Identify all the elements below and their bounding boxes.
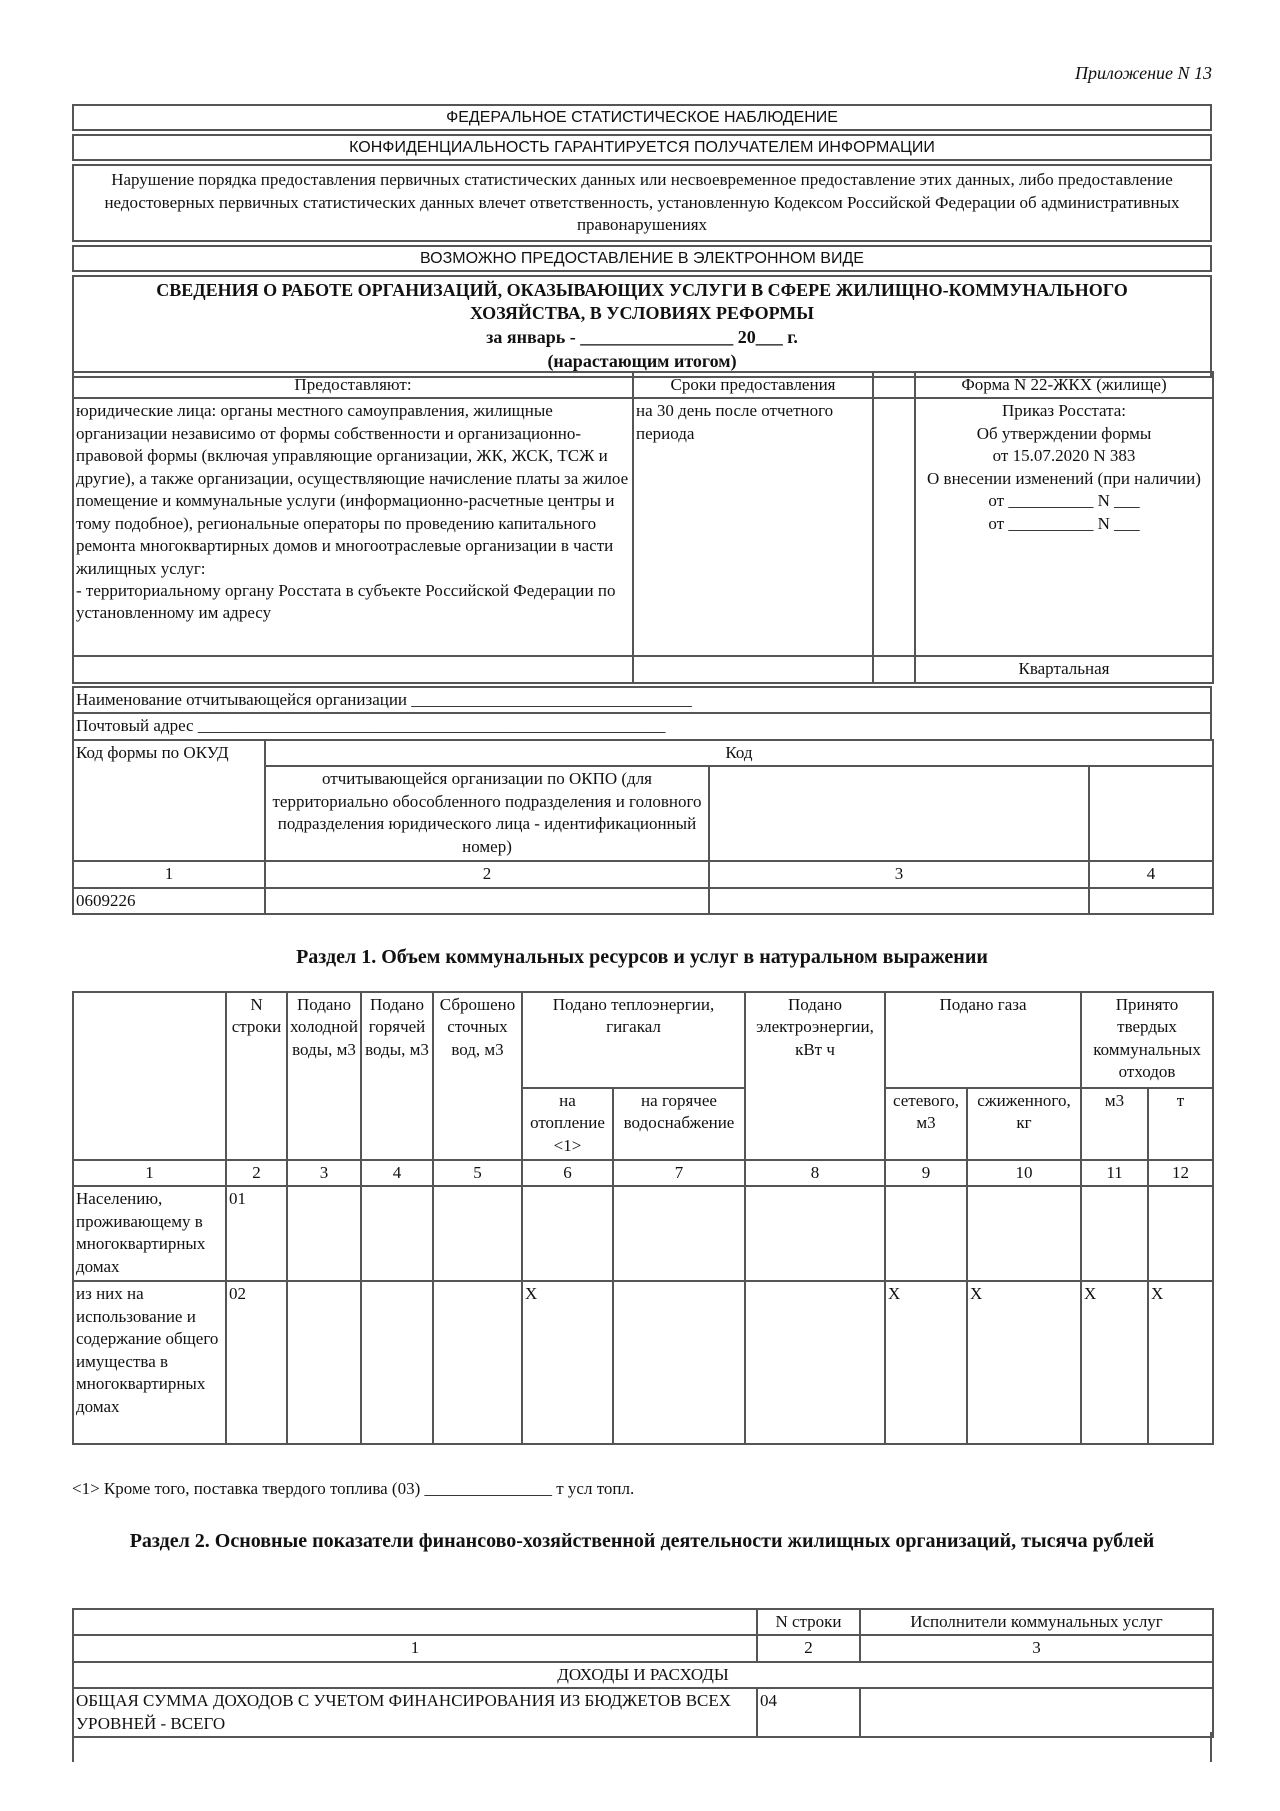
- code-input[interactable]: [1089, 888, 1213, 914]
- confidentiality-note: КОНФИДЕНЦИАЛЬНОСТЬ ГАРАНТИРУЕТСЯ ПОЛУЧАТЕЛЕМ ИНФОРМАЦИИ: [73, 135, 1211, 160]
- report-period: за январь - _________________ 20___ г.: [486, 327, 798, 348]
- heat-heating-header: на отопление <1>: [522, 1088, 613, 1160]
- code-label: Код: [265, 740, 1213, 766]
- waste-water-header: Сброшено сточных вод, м3: [433, 992, 522, 1160]
- cold-water-header: Подано холодной воды, м3: [287, 992, 361, 1160]
- okud-label: Код формы по ОКУД: [73, 740, 265, 861]
- section2-title: Раздел 2. Основные показатели финансово-хозяйственной деятельности жилищных организаций, тысяча рублей: [129, 1530, 1155, 1552]
- income-expense-group: ДОХОДЫ И РАСХОДЫ: [73, 1662, 1213, 1688]
- col-number: 4: [361, 1160, 433, 1186]
- form-title-block: [72, 275, 1212, 378]
- federal-observation: ФЕДЕРАЛЬНОЕ СТАТИСТИЧЕСКОЕ НАБЛЮДЕНИЕ: [73, 105, 1211, 130]
- n-row-header: N строки: [757, 1609, 860, 1635]
- electronic-note: ВОЗМОЖНО ПРЕДОСТАВЛЕНИЕ В ЭЛЕКТРОННОМ ВИДЕ: [73, 246, 1211, 271]
- row-label: из них на использование и содержание общего имущества в многоквартирных домах: [73, 1281, 226, 1444]
- form-number: Форма N 22-ЖКХ (жилище): [915, 372, 1213, 398]
- data-cell[interactable]: [361, 1186, 433, 1281]
- data-cell[interactable]: [287, 1281, 361, 1444]
- org-name-field[interactable]: Наименование отчитывающейся организации _________________________________: [73, 687, 1211, 713]
- table-row: [73, 1281, 1213, 1444]
- who-header: Предоставляют:: [73, 372, 633, 398]
- data-cell: X: [967, 1281, 1081, 1444]
- solid-waste-header: Принято твердых коммунальных отходов: [1081, 992, 1213, 1088]
- data-cell[interactable]: [613, 1281, 745, 1444]
- data-cell[interactable]: [287, 1186, 361, 1281]
- heat-hotwater-header: на горячее водоснабжение: [613, 1088, 745, 1160]
- section1-table: [72, 991, 1212, 1445]
- col-number: 3: [287, 1160, 361, 1186]
- heat-header: Подано теплоэнергии, гигакал: [522, 992, 745, 1088]
- form-title: СВЕДЕНИЯ О РАБОТЕ ОРГАНИЗАЦИЙ, ОКАЗЫВАЮЩИХ УСЛУГИ В СФЕРЕ ЖИЛИЩНО-КОММУНАЛЬНОГО ХОЗЯЙСТВА, В УСЛОВИЯХ РЕФОРМЫ: [156, 279, 1128, 324]
- data-cell[interactable]: [745, 1186, 885, 1281]
- continued-table-frame: [72, 1732, 1212, 1762]
- hot-water-header: Подано горячей воды, м3: [361, 992, 433, 1160]
- data-cell: X: [522, 1281, 613, 1444]
- section2-table: [72, 1608, 1212, 1738]
- row-code: 02: [226, 1281, 287, 1444]
- data-cell[interactable]: [522, 1186, 613, 1281]
- waste-m3-header: м3: [1081, 1088, 1148, 1160]
- table-row: [73, 1688, 1213, 1737]
- waste-t-header: т: [1148, 1088, 1213, 1160]
- data-cell[interactable]: [613, 1186, 745, 1281]
- col-number: 9: [885, 1160, 967, 1186]
- periodicity: Квартальная: [915, 656, 1213, 682]
- col-number: 10: [967, 1160, 1081, 1186]
- code-extra-cell[interactable]: [1089, 766, 1213, 861]
- col-number: 6: [522, 1160, 613, 1186]
- executors-header: Исполнители коммунальных услуг: [860, 1609, 1213, 1635]
- footnote: <1> Кроме того, поставка твердого топлива (03) _______________ т усл топл.: [72, 1479, 635, 1498]
- col-number: 1: [73, 1160, 226, 1186]
- data-cell[interactable]: [1081, 1186, 1148, 1281]
- col-number: 2: [226, 1160, 287, 1186]
- data-cell[interactable]: [860, 1688, 1213, 1737]
- code-input[interactable]: [709, 888, 1089, 914]
- deadline-header: Сроки предоставления: [633, 372, 873, 398]
- table-row: [73, 1186, 1213, 1281]
- data-cell: X: [1081, 1281, 1148, 1444]
- data-cell[interactable]: [1148, 1186, 1213, 1281]
- data-cell: X: [1148, 1281, 1213, 1444]
- col-number: 7: [613, 1160, 745, 1186]
- col-number: 12: [1148, 1160, 1213, 1186]
- col-number: 2: [265, 861, 709, 887]
- appendix-label: Приложение N 13: [1074, 63, 1212, 83]
- row-code: 01: [226, 1186, 287, 1281]
- col-number: 3: [709, 861, 1089, 887]
- data-cell[interactable]: [967, 1186, 1081, 1281]
- organization-table: [72, 686, 1212, 915]
- col-number: 3: [860, 1635, 1213, 1661]
- postal-address-field[interactable]: Почтовый адрес _______________________________________________________: [73, 713, 1211, 739]
- order-text: Приказ Росстата: Об утверждении формы от 15.07.2020 N 383 О внесении изменений (при наличии) от __________ N ___ от __________ N ___: [915, 398, 1213, 656]
- electricity-header: Подано электроэнергии, кВт ч: [745, 992, 885, 1160]
- row-code: 04: [757, 1688, 860, 1737]
- section1-title: Раздел 1. Объем коммунальных ресурсов и услуг в натуральном выражении: [296, 946, 988, 968]
- n-row-header: N строки: [226, 992, 287, 1160]
- data-cell[interactable]: [433, 1186, 522, 1281]
- col-number: 1: [73, 1635, 757, 1661]
- gas-network-header: сетевого, м3: [885, 1088, 967, 1160]
- okud-code: 0609226: [73, 888, 265, 914]
- data-cell: X: [885, 1281, 967, 1444]
- okpo-value-cell[interactable]: [709, 766, 1089, 861]
- data-cell[interactable]: [885, 1186, 967, 1281]
- col-number: 1: [73, 861, 265, 887]
- okpo-input[interactable]: [265, 888, 709, 914]
- col-number: 8: [745, 1160, 885, 1186]
- data-cell[interactable]: [745, 1281, 885, 1444]
- col-number: 11: [1081, 1160, 1148, 1186]
- row-label: Населению, проживающему в многоквартирных домах: [73, 1186, 226, 1281]
- violation-note: Нарушение порядка предоставления первичных статистических данных или несвоевременное предоставление этих данных, либо предоставление недостоверных первичных статистических данных влечет ответственность, установленную Кодексом Российской Федерации об административных правонарушениях: [73, 165, 1211, 240]
- col-number: 2: [757, 1635, 860, 1661]
- gas-liquid-header: сжиженного, кг: [967, 1088, 1081, 1160]
- who-text: юридические лица: органы местного самоуправления, жилищные организации независимо от формы собственности и организационно-правовой формы (включая управляющие организации, ЖК, ЖСК, ТСЖ и другие), а также организации, осуществляющие начисление платы за жилое помещение и коммунальные услуги (информационно-расчетные центры и тому подобное), региональные операторы по проведению капитального ремонта многоквартирных домов и многоотраслевые организации в части жилищных услуг: - территориальному органу Росстата в субъекте Российской Федерации по установленному им адресу: [73, 398, 633, 656]
- row-label: ОБЩАЯ СУММА ДОХОДОВ С УЧЕТОМ ФИНАНСИРОВАНИЯ ИЗ БЮДЖЕТОВ ВСЕХ УРОВНЕЙ - ВСЕГО: [73, 1688, 757, 1737]
- data-cell[interactable]: [433, 1281, 522, 1444]
- col-number: 5: [433, 1160, 522, 1186]
- data-cell[interactable]: [361, 1281, 433, 1444]
- header-block: [72, 104, 1212, 378]
- cumulative-note: (нарастающим итогом): [547, 350, 737, 371]
- gas-header: Подано газа: [885, 992, 1081, 1088]
- deadline-text: на 30 день после отчетного периода: [633, 398, 873, 656]
- okpo-label: отчитывающейся организации по ОКПО (для территориально обособленного подразделения и головного подразделения юридического лица - идентификационный номер): [265, 766, 709, 861]
- col-number: 4: [1089, 861, 1213, 887]
- submission-table: [72, 371, 1212, 684]
